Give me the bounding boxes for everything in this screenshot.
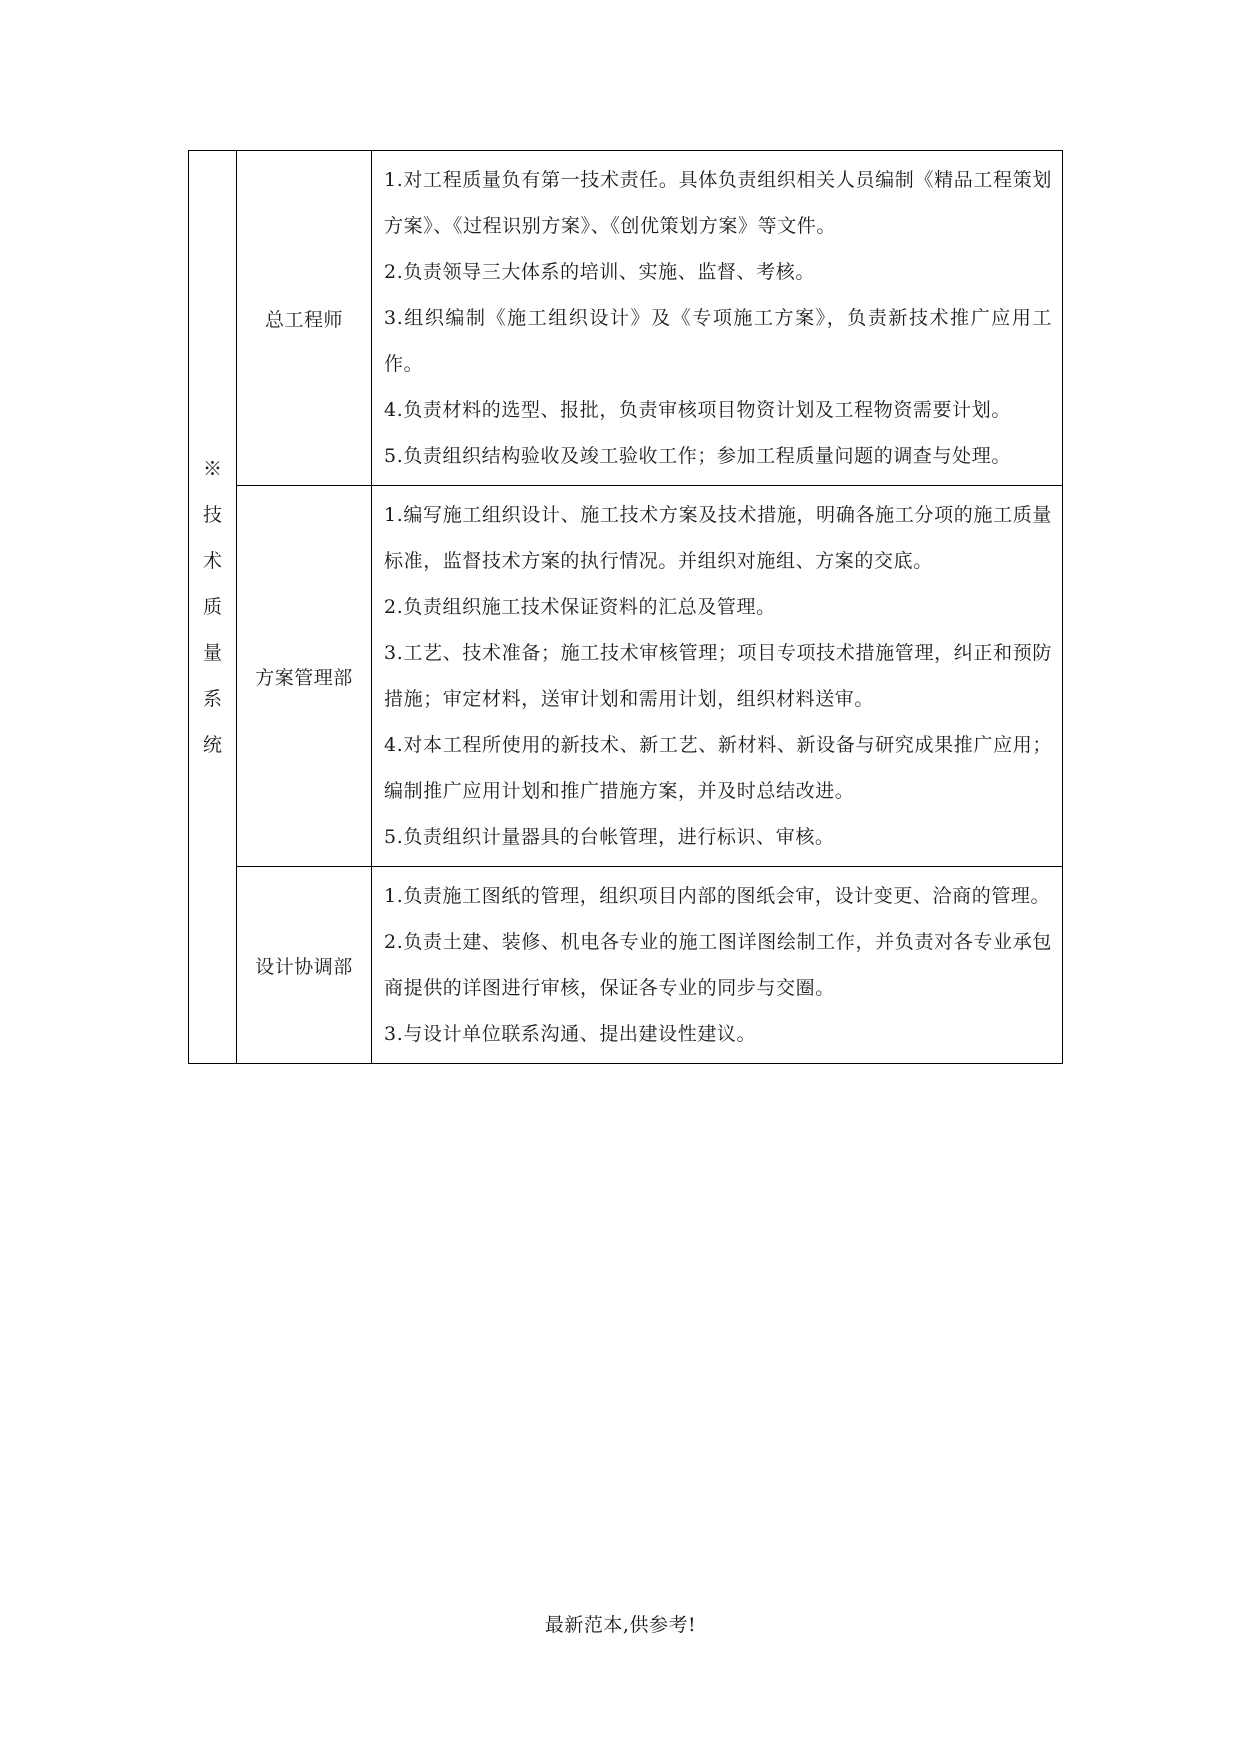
duties-cell (372, 151, 1063, 486)
duty-item: 3.与设计单位联系沟通、提出建设性建议。 (384, 1023, 757, 1045)
table-row (189, 486, 1063, 867)
duty-item: 3.组织编制《施工组织设计》及《专项施工方案》，负责新技术推广应用工作。 (384, 307, 1052, 375)
role-cell: 设计协调部 (237, 867, 372, 1064)
duty-item: 2.负责领导三大体系的培训、实施、监督、考核。 (384, 261, 815, 283)
duty-item: 1.编写施工组织设计、施工技术方案及技术措施，明确各施工分项的施工质量标准，监督技术方案的执行情况。并组织对施组、方案的交底。 (384, 504, 1052, 572)
duty-item: 2.负责土建、装修、机电各专业的施工图详图绘制工作，并负责对各专业承包商提供的详图进行审核，保证各专业的同步与交圈。 (384, 931, 1052, 999)
duty-item: 4.对本工程所使用的新技术、新工艺、新材料、新设备与研究成果推广应用；编制推广应用计划和推广措施方案，并及时总结改进。 (384, 734, 1052, 802)
page-footer: 最新范本,供参考! (544, 1614, 697, 1636)
duty-item: 1.对工程质量负有第一技术责任。具体负责组织相关人员编制《精品工程策划方案》、《过程识别方案》、《创优策划方案》等文件。 (384, 169, 1052, 237)
duty-item: 2.负责组织施工技术保证资料的汇总及管理。 (384, 596, 776, 618)
duties-cell (372, 486, 1063, 867)
duty-item: 5.负责组织结构验收及竣工验收工作；参加工程质量问题的调查与处理。 (384, 445, 1011, 467)
duty-item: 5.负责组织计量器具的台帐管理，进行标识、审核。 (384, 826, 835, 848)
table-row (189, 867, 1063, 1064)
duty-item: 1.负责施工图纸的管理，组织项目内部的图纸会审，设计变更、洽商的管理。 (384, 885, 1051, 907)
table-row (189, 151, 1063, 486)
duties-cell (372, 867, 1063, 1064)
role-cell: 总工程师 (237, 151, 372, 486)
responsibility-table (188, 150, 1063, 1064)
duty-item: 4.负责材料的选型、报批，负责审核项目物资计划及工程物资需要计划。 (384, 399, 1011, 421)
system-label: ※技术质量系统 (202, 458, 222, 756)
system-cell (189, 151, 237, 1064)
duty-item: 3.工艺、技术准备；施工技术审核管理；项目专项技术措施管理，纠正和预防措施；审定材料，送审计划和需用计划，组织材料送审。 (384, 642, 1052, 710)
role-cell: 方案管理部 (237, 486, 372, 867)
